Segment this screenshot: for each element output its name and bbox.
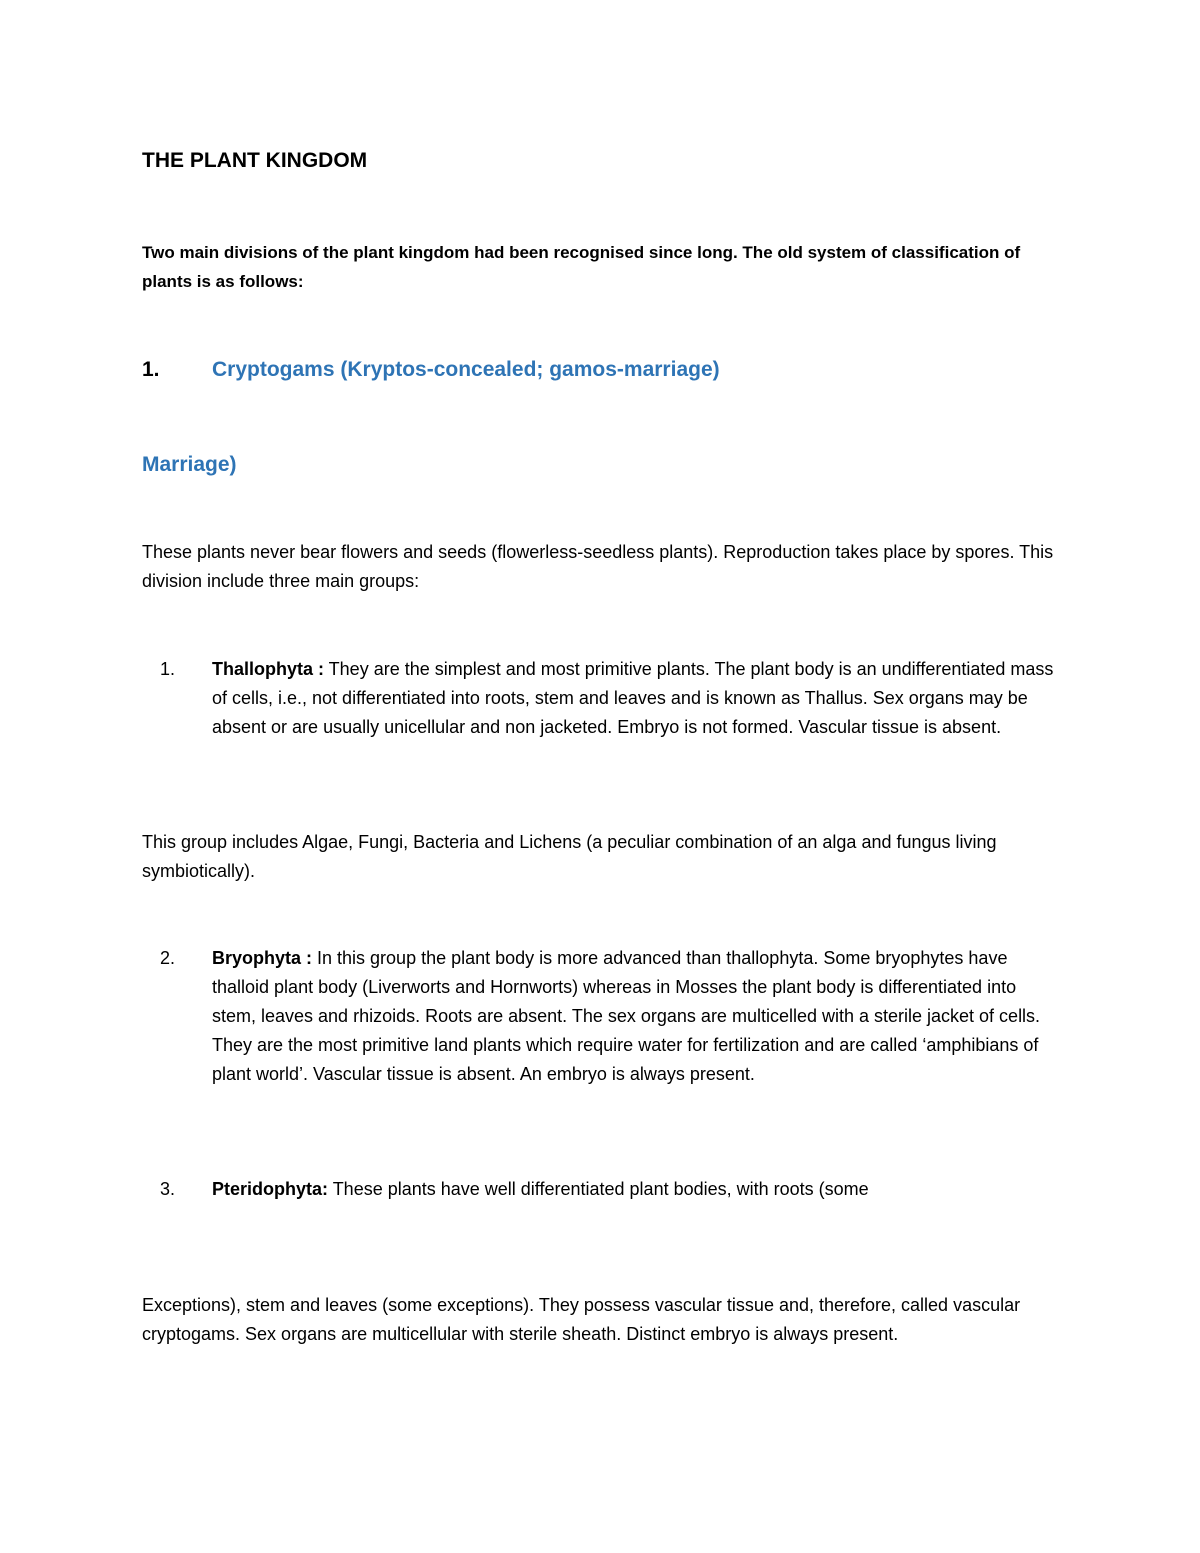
intro-paragraph: Two main divisions of the plant kingdom had been recognised since long. The old system of classification of plants is as follows: xyxy=(142,243,1021,291)
list-item-term: Bryophyta : xyxy=(212,948,313,968)
page-title: THE PLANT KINGDOM xyxy=(142,149,368,172)
pteridophyta-continuation-paragraph: Exceptions), stem and leaves (some exceptions). They possess vascular tissue and, therefore, called vascular cryptogams. Sex organs are multicellular with sterile sheath. Distinct embryo is always present. xyxy=(142,1295,1021,1344)
cryptogams-description: These plants never bear flowers and seeds (flowerless-seedless plants). Reproduction takes place by spores. This division include three main groups: xyxy=(142,542,1054,591)
list-item-body xyxy=(212,944,1062,1089)
heading-continuation: Marriage) xyxy=(142,453,237,476)
list-item-pteridophyta xyxy=(142,1175,1062,1204)
list-item-term: Thallophyta : xyxy=(212,659,324,679)
list-item-text: In this group the plant body is more advanced than thallophyta. Some bryophytes have thalloid plant body (Liverworts and Hornworts) whereas in Mosses the plant body is differentiated into stem, leaves and rhizoids. Roots are absent. The sex organs are multicelled with a sterile jacket of cells. They are the most primitive land plants which require water for fertilization and are called ‘amphibians of plant world’. Vascular tissue is absent. An embryo is always present. xyxy=(212,948,1041,1084)
list-item-thallophyta xyxy=(142,655,1062,742)
list-item-number: 3. xyxy=(160,1179,176,1199)
list-item-number: 1. xyxy=(160,659,176,679)
heading-cryptogams xyxy=(142,354,720,386)
list-item-body xyxy=(212,1175,1062,1204)
list-item-body xyxy=(212,655,1062,742)
list-item-bryophyta xyxy=(142,944,1062,1089)
list-item-term: Pteridophyta: xyxy=(212,1179,329,1199)
list-item-number: 2. xyxy=(160,948,176,968)
heading-number: 1. xyxy=(142,358,160,381)
thallophyta-group-paragraph: This group includes Algae, Fungi, Bacteria and Lichens (a peculiar combination of an alga and fungus living symbiotically). xyxy=(142,832,997,881)
list-item-text: These plants have well differentiated plant bodies, with roots (some xyxy=(328,1179,869,1199)
heading-text: Cryptogams (Kryptos-concealed; gamos-marriage) xyxy=(212,358,720,381)
list-item-text: They are the simplest and most primitive plants. The plant body is an undifferentiated mass of cells, i.e., not differentiated into roots, stem and leaves and is known as Thallus. Sex organs may be absent or are usually unicellular and non jacketed. Embryo is not formed. Vascular tissue is absent. xyxy=(212,659,1054,737)
